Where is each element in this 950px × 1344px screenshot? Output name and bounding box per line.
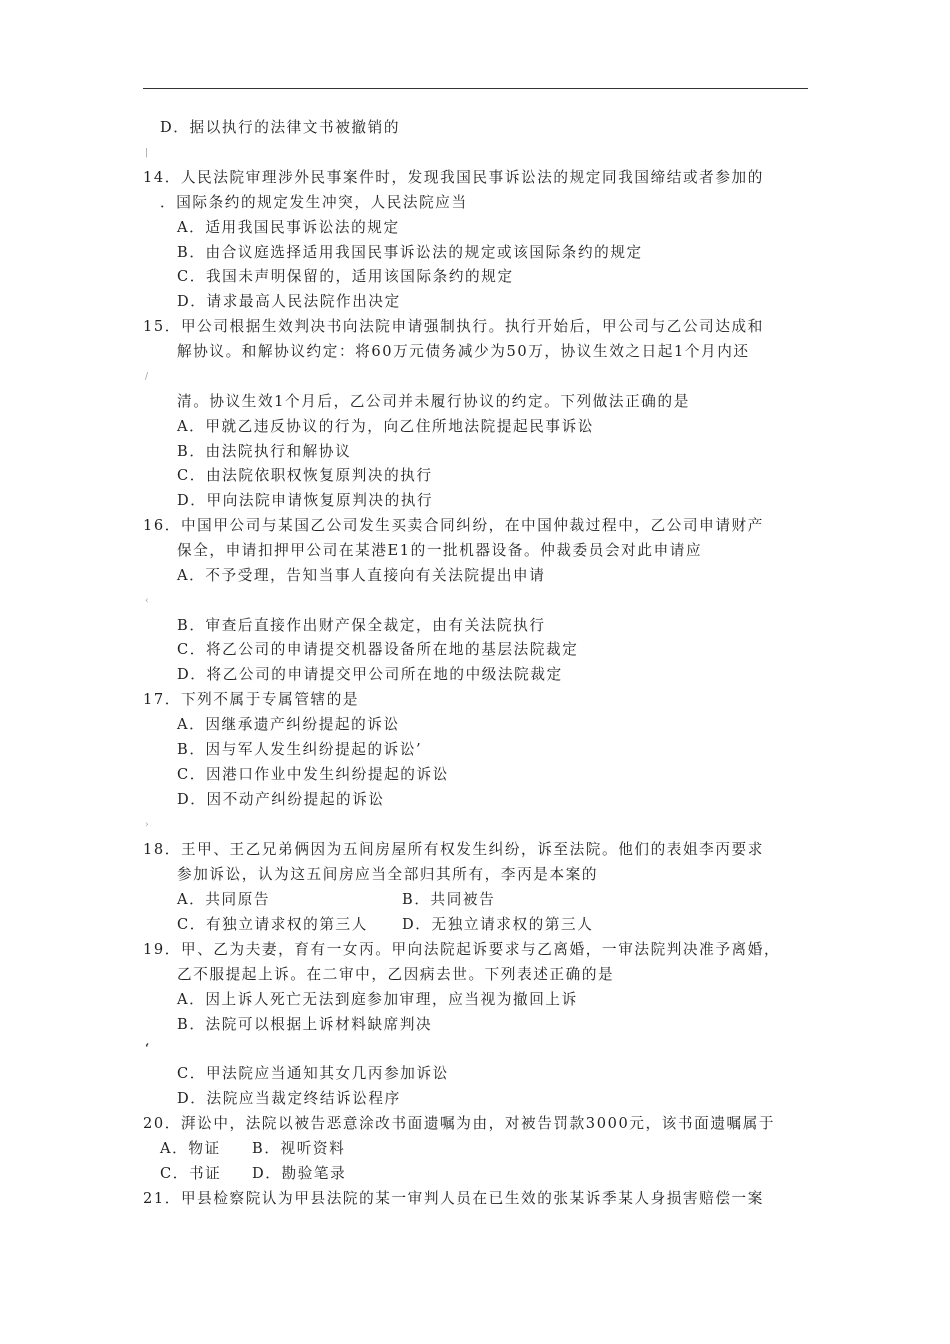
q18-option-d: D．无独立请求权的第三人 — [402, 916, 594, 933]
header-rule — [143, 88, 808, 89]
q19-stem-line1: 19．甲、乙为夫妻，育有一女丙。甲向法院起诉要求与乙离婚，一审法院判决准予离婚， — [143, 941, 781, 958]
q20-option-c: C．书证 — [160, 1165, 222, 1182]
stray-mark: › — [145, 820, 151, 830]
stray-mark: ‹ — [145, 596, 151, 606]
q15-option-b: B．由法院执行和解协议 — [177, 443, 352, 460]
q18-stem-line1: 18．王甲、王乙兄弟俩因为五间房屋所有权发生纠纷，诉至法院。他们的表姐李丙要求 — [143, 841, 764, 858]
q15-stem-line2: 解协议。和解协议约定：将60万元债务减少为50万，协议生效之日起1个月内还 — [177, 343, 750, 360]
q19-option-b: B．法院可以根据上诉材料缺席判决 — [177, 1016, 433, 1033]
q14-option-a: A．适用我国民事诉讼法的规定 — [177, 219, 400, 236]
option-d-prev: D．据以执行的法律文书被撤销的 — [160, 119, 401, 136]
q18-option-a: A．共同原告 — [177, 891, 271, 908]
q17-option-d: D．因不动产纠纷提起的诉讼 — [177, 791, 385, 808]
q20-stem-line1: 20．湃讼中，法院以被告恶意涂改书面遗嘱为由，对被告罚款3000元，该书面遗嘱属于 — [143, 1115, 776, 1132]
q18-option-b: B．共同被告 — [402, 891, 496, 908]
q17-option-c: C．因港口作业中发生纠纷提起的诉讼 — [177, 766, 449, 783]
q18-stem-line2: 参加诉讼，认为这五间房应当全部归其所有，李丙是本案的 — [177, 866, 599, 883]
stray-mark: ʻ — [145, 1041, 151, 1055]
q16-option-c: C．将乙公司的申请提交机器设备所在地的基层法院裁定 — [177, 641, 579, 658]
q15-stem-line1: 15．甲公司根据生效判决书向法院申请强制执行。执行开始后，甲公司与乙公司达成和 — [143, 318, 764, 335]
stray-mark: / — [145, 372, 150, 382]
q20-option-a: A．物证 — [160, 1140, 221, 1157]
q19-option-c: C．甲法院应当通知其女几丙参加诉讼 — [177, 1065, 449, 1082]
q19-option-d: D．法院应当裁定终结诉讼程序 — [177, 1090, 401, 1107]
q17-option-a: A．因继承遗产纠纷提起的诉讼 — [177, 716, 400, 733]
q14-stem-line2: ．国际条约的规定发生冲突，人民法院应当 — [160, 194, 468, 211]
stray-mark: | — [145, 148, 150, 158]
q14-option-d: D．请求最高人民法院作出决定 — [177, 293, 401, 310]
q16-stem-line1: 16．中国甲公司与某国乙公司发生买卖合同纠纷，在中国仲裁过程中，乙公司申请财产 — [143, 517, 764, 534]
q16-option-a: A．不予受理，告知当事人直接向有关法院提出申请 — [177, 567, 546, 584]
q15-option-a: A．甲就乙违反协议的行为，向乙住所地法院提起民事诉讼 — [177, 418, 594, 435]
q15-option-d: D．甲向法院申请恢复原判决的执行 — [177, 492, 434, 509]
q15-option-c: C．由法院依职权恢复原判决的执行 — [177, 467, 433, 484]
q18-option-c: C．有独立请求权的第三人 — [177, 916, 368, 933]
q15-stem-line3: 清。协议生效1个月后，乙公司并未履行协议的约定。下列做法正确的是 — [177, 393, 690, 410]
q19-stem-line2: 乙不服提起上诉。在二审中，乙因病去世。下列表述正确的是 — [177, 966, 615, 983]
q21-stem-line1: 21．甲县检察院认为甲县法院的某一审判人员在已生效的张某诉季某人身损害赔偿一案 — [143, 1190, 764, 1207]
q19-option-a: A．因上诉人死亡无法到庭参加审理，应当视为撤回上诉 — [177, 991, 578, 1008]
q16-option-d: D．将乙公司的申请提交甲公司所在地的中级法院裁定 — [177, 666, 563, 683]
q17-option-b: B．因与军人发生纠纷提起的诉讼’ — [177, 741, 423, 758]
q14-option-c: C．我国未声明保留的，适用该国际条约的规定 — [177, 268, 514, 285]
q20-option-d: D．勘验笔录 — [252, 1165, 347, 1182]
q14-stem-line1: 14．人民法院审理涉外民事案件时，发现我国民事诉讼法的规定同我国缔结或者参加的 — [143, 169, 764, 186]
q17-stem-line1: 17．下列不属于专属管辖的是 — [143, 691, 360, 708]
q14-option-b: B．由合议庭选择适用我国民事诉讼法的规定或该国际条约的规定 — [177, 244, 643, 261]
q16-option-b: B．审查后直接作出财产保全裁定，由有关法院执行 — [177, 617, 546, 634]
q16-stem-line2: 保全，申请扣押甲公司在某港E1的一批机器设备。仲裁委员会对此申请应 — [177, 542, 703, 559]
q20-option-b: B．视听资料 — [252, 1140, 346, 1157]
